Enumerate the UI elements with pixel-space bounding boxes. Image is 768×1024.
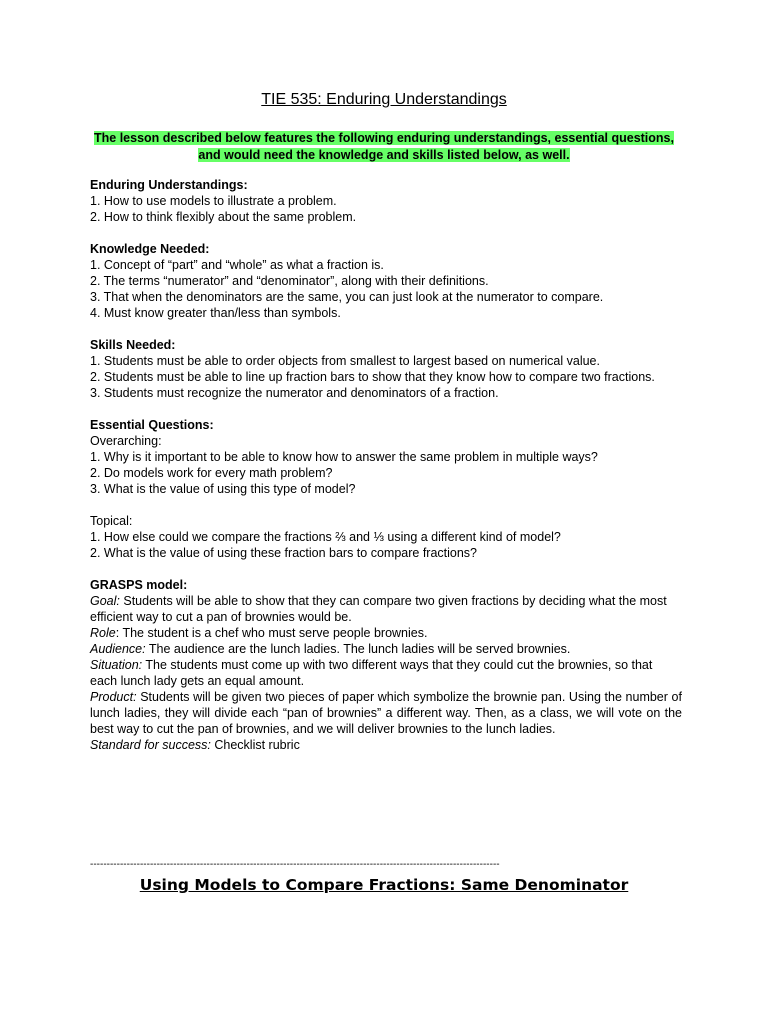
list-item: 1. How else could we compare the fractions ⅔ and ⅓ using a different kind of model? bbox=[90, 530, 561, 544]
situation-paragraph bbox=[90, 657, 682, 689]
intro-highlight bbox=[90, 130, 678, 164]
audience-text: The audience are the lunch ladies. The lunch ladies will be served brownies. bbox=[145, 642, 571, 656]
product-label: Product: bbox=[90, 690, 137, 704]
lesson-subtitle: Using Models to Compare Fractions: Same Denominator bbox=[139, 876, 629, 894]
overarching-label: Overarching: bbox=[90, 434, 162, 448]
enduring-heading: Enduring Understandings: bbox=[90, 178, 248, 192]
situation-text: The students must come up with two different ways that they could cut the brownies, so that each lunch lady gets an equal amount. bbox=[90, 658, 653, 688]
situation-label: Situation: bbox=[90, 658, 143, 672]
audience-label: Audience: bbox=[90, 642, 146, 656]
knowledge-heading: Knowledge Needed: bbox=[90, 242, 210, 256]
essential-section bbox=[90, 417, 682, 497]
role-text: : The student is a chef who must serve people brownies. bbox=[115, 626, 428, 640]
topical-label: Topical: bbox=[90, 514, 133, 528]
skills-heading: Skills Needed: bbox=[90, 338, 176, 352]
standard-label: Standard for success: bbox=[90, 738, 211, 752]
goal-paragraph bbox=[90, 593, 682, 625]
goal-label: Goal: bbox=[90, 594, 120, 608]
list-item: 1. Students must be able to order objects from smallest to largest based on numerical value. bbox=[90, 354, 600, 368]
standard-text: Checklist rubric bbox=[210, 738, 300, 752]
topical-section bbox=[90, 513, 682, 561]
role-paragraph bbox=[90, 625, 682, 641]
knowledge-section bbox=[90, 241, 682, 321]
standard-paragraph bbox=[90, 737, 682, 753]
skills-section bbox=[90, 337, 682, 401]
list-item: 2. How to think flexibly about the same problem. bbox=[90, 210, 357, 224]
enduring-section bbox=[90, 177, 682, 225]
list-item: 4. Must know greater than/less than symbols. bbox=[90, 306, 341, 320]
goal-text: Students will be able to show that they can compare two given fractions by deciding what the most efficient way to cut a pan of brownies would be. bbox=[90, 594, 667, 624]
audience-paragraph bbox=[90, 641, 682, 657]
list-item: 3. Students must recognize the numerator and denominators of a fraction. bbox=[90, 386, 499, 400]
list-item: 2. What is the value of using these fraction bars to compare fractions? bbox=[90, 546, 478, 560]
list-item: 1. Concept of “part” and “whole” as what a fraction is. bbox=[90, 258, 384, 272]
list-item: 3. That when the denominators are the same, you can just look at the numerator to compare. bbox=[90, 290, 604, 304]
grasps-heading: GRASPS model: bbox=[90, 578, 188, 592]
divider-line: --------------------------------------------------------------------------------------------------------------------------- bbox=[90, 860, 500, 870]
document-body bbox=[90, 177, 682, 753]
intro-text: The lesson described below features the following enduring understandings, essential questions, and would need the knowledge and skills listed below, as well. bbox=[94, 131, 674, 162]
essential-heading: Essential Questions: bbox=[90, 418, 214, 432]
product-text: Students will be given two pieces of paper which symbolize the brownie pan. Using the number of lunch ladies, they will divide each “pan of brownies” a different way. Then, as a class, we will vote on the best way to cut the pan of brownies, and we will deliver brownies to the lunch ladies. bbox=[90, 690, 682, 736]
document-title: TIE 535: Enduring Understandings bbox=[261, 91, 507, 108]
role-label: Role bbox=[90, 626, 116, 640]
list-item: 2. The terms “numerator” and “denominator”, along with their definitions. bbox=[90, 274, 489, 288]
grasps-section bbox=[90, 577, 682, 753]
list-item: 3. What is the value of using this type of model? bbox=[90, 482, 356, 496]
list-item: 2. Do models work for every math problem? bbox=[90, 466, 333, 480]
list-item: 2. Students must be able to line up fraction bars to show that they know how to compare two fractions. bbox=[90, 370, 655, 384]
product-paragraph bbox=[90, 689, 682, 737]
list-item: 1. Why is it important to be able to know how to answer the same problem in multiple ways? bbox=[90, 450, 598, 464]
list-item: 1. How to use models to illustrate a problem. bbox=[90, 194, 337, 208]
